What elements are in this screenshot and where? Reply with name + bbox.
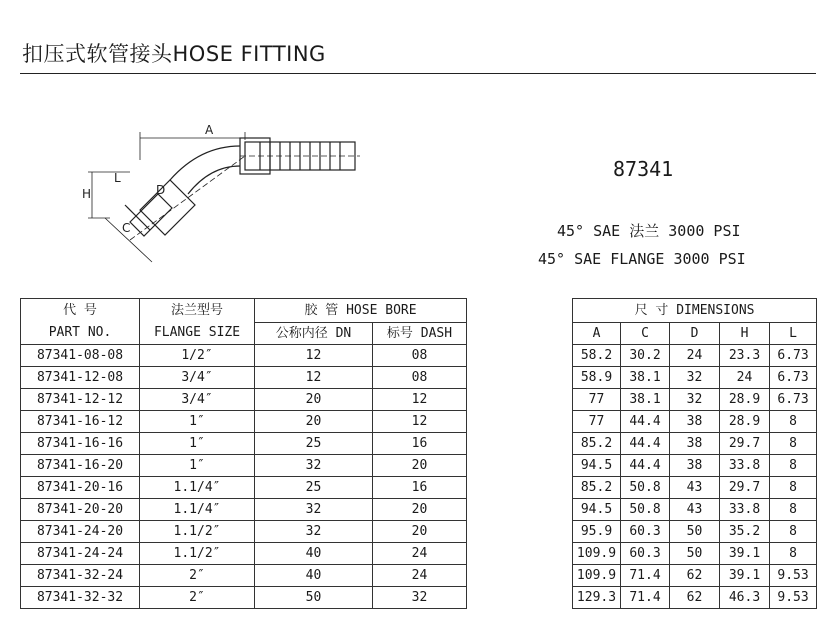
cell-flange-size: 2″ [140, 587, 255, 609]
cell-d: 24 [670, 345, 720, 367]
table-row [21, 433, 817, 455]
col-code-cn: 代 号 [21, 299, 140, 323]
cell-h: 29.7 [720, 433, 770, 455]
cell-l: 8 [770, 521, 817, 543]
empty-cell [467, 455, 573, 477]
cell-h: 28.9 [720, 389, 770, 411]
table-row [21, 477, 817, 499]
empty-cell [467, 587, 573, 609]
cell-l: 6.73 [770, 389, 817, 411]
cell-flange-size: 2″ [140, 565, 255, 587]
col-part-no: PART NO. [21, 323, 140, 345]
cell-part-no: 87341-20-16 [21, 477, 140, 499]
cell-d: 50 [670, 521, 720, 543]
cell-part-no: 87341-32-32 [21, 587, 140, 609]
table-row [21, 411, 817, 433]
cell-l: 9.53 [770, 587, 817, 609]
cell-c: 71.4 [621, 587, 670, 609]
col-d: D [670, 323, 720, 345]
cell-d: 62 [670, 565, 720, 587]
cell-dn: 12 [255, 367, 373, 389]
cell-flange-size: 1.1/4″ [140, 499, 255, 521]
cell-d: 38 [670, 433, 720, 455]
col-flange-size: FLANGE SIZE [140, 323, 255, 345]
cell-c: 60.3 [621, 543, 670, 565]
col-dash: 标号 DASH [373, 323, 467, 345]
table-header-row [21, 299, 817, 323]
cell-h: 39.1 [720, 543, 770, 565]
cell-part-no: 87341-20-20 [21, 499, 140, 521]
cell-a: 77 [573, 389, 621, 411]
cell-c: 71.4 [621, 565, 670, 587]
spec-english: 45° SAE FLANGE 3000 PSI [538, 250, 746, 268]
cell-a: 109.9 [573, 565, 621, 587]
cell-flange-size: 1″ [140, 455, 255, 477]
dim-d-label: D [156, 183, 166, 197]
cell-part-no: 87341-16-20 [21, 455, 140, 477]
cell-a: 58.2 [573, 345, 621, 367]
cell-flange-size: 3/4″ [140, 367, 255, 389]
cell-h: 24 [720, 367, 770, 389]
empty-cell [467, 411, 573, 433]
cell-c: 44.4 [621, 433, 670, 455]
cell-l: 8 [770, 411, 817, 433]
cell-dn: 32 [255, 499, 373, 521]
cell-dn: 40 [255, 565, 373, 587]
cell-l: 9.53 [770, 565, 817, 587]
cell-part-no: 87341-08-08 [21, 345, 140, 367]
cell-dash: 12 [373, 411, 467, 433]
cell-part-no: 87341-24-20 [21, 521, 140, 543]
cell-d: 50 [670, 543, 720, 565]
dim-l-label: L [114, 171, 121, 185]
cell-h: 33.8 [720, 499, 770, 521]
cell-a: 77 [573, 411, 621, 433]
dim-a-label: A [205, 123, 214, 137]
cell-c: 38.1 [621, 389, 670, 411]
cell-h: 33.8 [720, 455, 770, 477]
fitting-drawing [70, 110, 370, 270]
cell-h: 39.1 [720, 565, 770, 587]
cell-d: 32 [670, 367, 720, 389]
cell-c: 60.3 [621, 521, 670, 543]
empty-subheader-cell [467, 323, 573, 345]
cell-dn: 12 [255, 345, 373, 367]
part-number: 87341 [613, 157, 674, 181]
cell-flange-size: 3/4″ [140, 389, 255, 411]
cell-flange-size: 1.1/4″ [140, 477, 255, 499]
cell-l: 8 [770, 433, 817, 455]
cell-a: 85.2 [573, 477, 621, 499]
cell-l: 6.73 [770, 367, 817, 389]
table-row [21, 543, 817, 565]
cell-c: 38.1 [621, 367, 670, 389]
cell-flange-size: 1/2″ [140, 345, 255, 367]
cell-flange-size: 1″ [140, 433, 255, 455]
cell-dash: 32 [373, 587, 467, 609]
dimensions-table [20, 298, 817, 609]
empty-header-cell [467, 299, 573, 323]
page-title: 扣压式软管接头HOSE FITTING [22, 42, 326, 66]
cell-dash: 08 [373, 367, 467, 389]
col-h: H [720, 323, 770, 345]
cell-part-no: 87341-24-24 [21, 543, 140, 565]
cell-d: 43 [670, 499, 720, 521]
col-hose-bore: 胶 管 HOSE BORE [255, 299, 467, 323]
cell-h: 46.3 [720, 587, 770, 609]
cell-l: 8 [770, 499, 817, 521]
cell-a: 94.5 [573, 455, 621, 477]
cell-dn: 32 [255, 455, 373, 477]
table-row [21, 367, 817, 389]
cell-dn: 20 [255, 389, 373, 411]
cell-a: 94.5 [573, 499, 621, 521]
cell-a: 85.2 [573, 433, 621, 455]
empty-cell [467, 543, 573, 565]
cell-l: 8 [770, 477, 817, 499]
cell-h: 29.7 [720, 477, 770, 499]
cell-d: 62 [670, 587, 720, 609]
cell-l: 6.73 [770, 345, 817, 367]
empty-cell [467, 499, 573, 521]
table-row [21, 587, 817, 609]
col-flange-type-cn: 法兰型号 [140, 299, 255, 323]
cell-c: 44.4 [621, 455, 670, 477]
table-row [21, 565, 817, 587]
cell-a: 129.3 [573, 587, 621, 609]
cell-part-no: 87341-16-16 [21, 433, 140, 455]
dim-h-label: H [82, 187, 92, 201]
cell-d: 32 [670, 389, 720, 411]
cell-a: 58.9 [573, 367, 621, 389]
cell-d: 38 [670, 411, 720, 433]
cell-h: 35.2 [720, 521, 770, 543]
bend-shape [170, 146, 240, 194]
cell-dash: 24 [373, 565, 467, 587]
dim-c-label: C [122, 221, 131, 235]
cell-h: 23.3 [720, 345, 770, 367]
cell-dash: 20 [373, 455, 467, 477]
cell-c: 50.8 [621, 499, 670, 521]
cell-dn: 40 [255, 543, 373, 565]
cell-dn: 25 [255, 477, 373, 499]
cell-d: 43 [670, 477, 720, 499]
cell-dn: 20 [255, 411, 373, 433]
table-row [21, 389, 817, 411]
cell-a: 109.9 [573, 543, 621, 565]
cell-dash: 24 [373, 543, 467, 565]
cell-flange-size: 1.1/2″ [140, 543, 255, 565]
cell-part-no: 87341-32-24 [21, 565, 140, 587]
cell-dash: 16 [373, 433, 467, 455]
spec-chinese: 45° SAE 法兰 3000 PSI [557, 222, 741, 240]
empty-cell [467, 565, 573, 587]
empty-cell [467, 389, 573, 411]
table-row [21, 345, 817, 367]
empty-cell [467, 477, 573, 499]
col-l: L [770, 323, 817, 345]
table-row [21, 521, 817, 543]
cell-part-no: 87341-12-08 [21, 367, 140, 389]
cell-dn: 50 [255, 587, 373, 609]
cell-d: 38 [670, 455, 720, 477]
cell-dash: 20 [373, 499, 467, 521]
table-row [21, 455, 817, 477]
col-dn: 公称内径 DN [255, 323, 373, 345]
cell-flange-size: 1.1/2″ [140, 521, 255, 543]
empty-cell [467, 433, 573, 455]
cell-part-no: 87341-12-12 [21, 389, 140, 411]
col-c: C [621, 323, 670, 345]
cell-h: 28.9 [720, 411, 770, 433]
cell-c: 30.2 [621, 345, 670, 367]
empty-cell [467, 521, 573, 543]
table-row [21, 499, 817, 521]
table-subheader-row [21, 323, 817, 345]
cell-dn: 25 [255, 433, 373, 455]
cell-a: 95.9 [573, 521, 621, 543]
cell-l: 8 [770, 455, 817, 477]
cell-dash: 12 [373, 389, 467, 411]
col-dimensions: 尺 寸 DIMENSIONS [573, 299, 817, 323]
cell-part-no: 87341-16-12 [21, 411, 140, 433]
cell-dn: 32 [255, 521, 373, 543]
cell-c: 44.4 [621, 411, 670, 433]
cell-dash: 20 [373, 521, 467, 543]
cell-l: 8 [770, 543, 817, 565]
cell-dash: 08 [373, 345, 467, 367]
title-divider [20, 73, 816, 74]
empty-cell [467, 345, 573, 367]
empty-cell [467, 367, 573, 389]
cell-c: 50.8 [621, 477, 670, 499]
col-a: A [573, 323, 621, 345]
cell-flange-size: 1″ [140, 411, 255, 433]
cell-dash: 16 [373, 477, 467, 499]
